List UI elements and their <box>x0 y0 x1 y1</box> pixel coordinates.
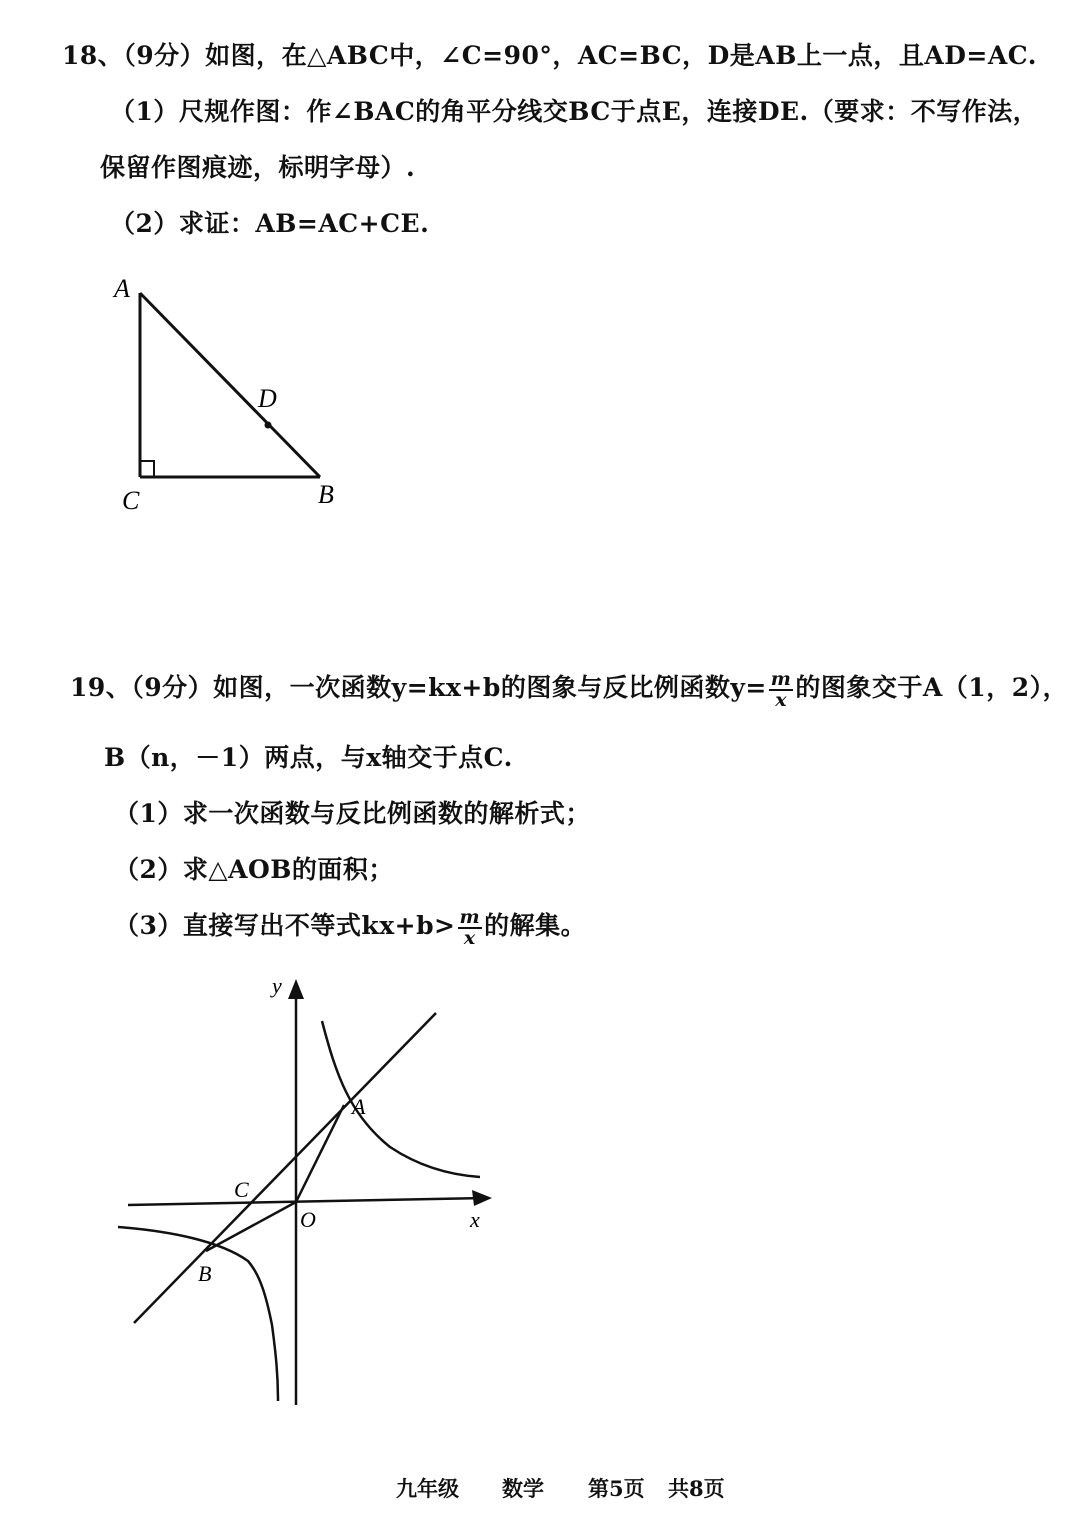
label-d: D <box>258 384 277 413</box>
q19-part1: （1）求一次函数与反比例函数的解析式； <box>114 799 591 828</box>
q18-part1-line2: 保留作图痕迹，标明字母）. <box>100 153 416 182</box>
label-a: A <box>352 1094 366 1119</box>
q18-part1-line1: （1）尺规作图：作∠BAC的角平分线交BC于点E，连接DE.（要求：不写作法， <box>110 97 1039 126</box>
q19-part3-frac-numerator: m <box>459 905 481 928</box>
hyperbola-branch-first-quadrant <box>322 1021 480 1177</box>
q18-part2: （2）求证：AB=AC+CE. <box>110 209 430 238</box>
side-ab <box>140 293 320 477</box>
q19-fraction <box>769 667 794 711</box>
q19-stem-after: 的图象交于A（1，2）， <box>795 673 1069 702</box>
label-x: x <box>470 1207 480 1232</box>
q18-triangle-figure <box>100 265 360 525</box>
footer-page: 第5页 <box>588 1476 645 1501</box>
q18-stem: 18、（9分）如图，在△ABC中，∠C=90°，AC=BC，D是AB上一点，且AD=AC. <box>62 41 1037 70</box>
q19-frac-numerator: m <box>770 667 792 690</box>
x-axis <box>128 1198 486 1205</box>
y-axis-arrow <box>288 979 304 999</box>
footer-grade: 九年级 <box>396 1476 459 1501</box>
segment-ob <box>206 1202 296 1251</box>
line-kx-plus-b <box>134 1013 436 1323</box>
label-o: O <box>300 1207 316 1232</box>
q19-part3-fraction <box>458 905 483 949</box>
label-y: y <box>272 973 282 998</box>
label-c: C <box>122 486 140 515</box>
q19-part3-after: 的解集。 <box>484 911 587 940</box>
q19-line2: B（n，－1）两点，与x轴交于点C. <box>104 743 513 772</box>
footer-subject: 数学 <box>502 1476 544 1501</box>
q19-part3-frac-denominator: x <box>463 926 476 949</box>
q19-frac-denominator: x <box>775 688 788 711</box>
label-c: C <box>234 1177 249 1202</box>
right-angle-mark <box>140 461 154 477</box>
point-d <box>265 422 272 429</box>
label-b: B <box>318 480 334 509</box>
footer-total: 共8页 <box>668 1476 725 1501</box>
q19-part3-before: （3）直接写出不等式kx+b> <box>114 911 456 940</box>
q19-function-graph <box>100 965 520 1415</box>
label-a: A <box>114 274 130 303</box>
label-b: B <box>198 1261 212 1286</box>
x-axis-arrow <box>472 1190 492 1206</box>
q19-stem <box>70 668 1068 710</box>
q19-part3 <box>114 906 586 948</box>
page-footer <box>0 1473 1080 1509</box>
q19-part2: （2）求△AOB的面积； <box>114 855 394 884</box>
q19-stem-before: 19、（9分）如图，一次函数y=kx+b的图象与反比例函数y= <box>70 673 767 702</box>
segment-oa <box>296 1105 344 1202</box>
